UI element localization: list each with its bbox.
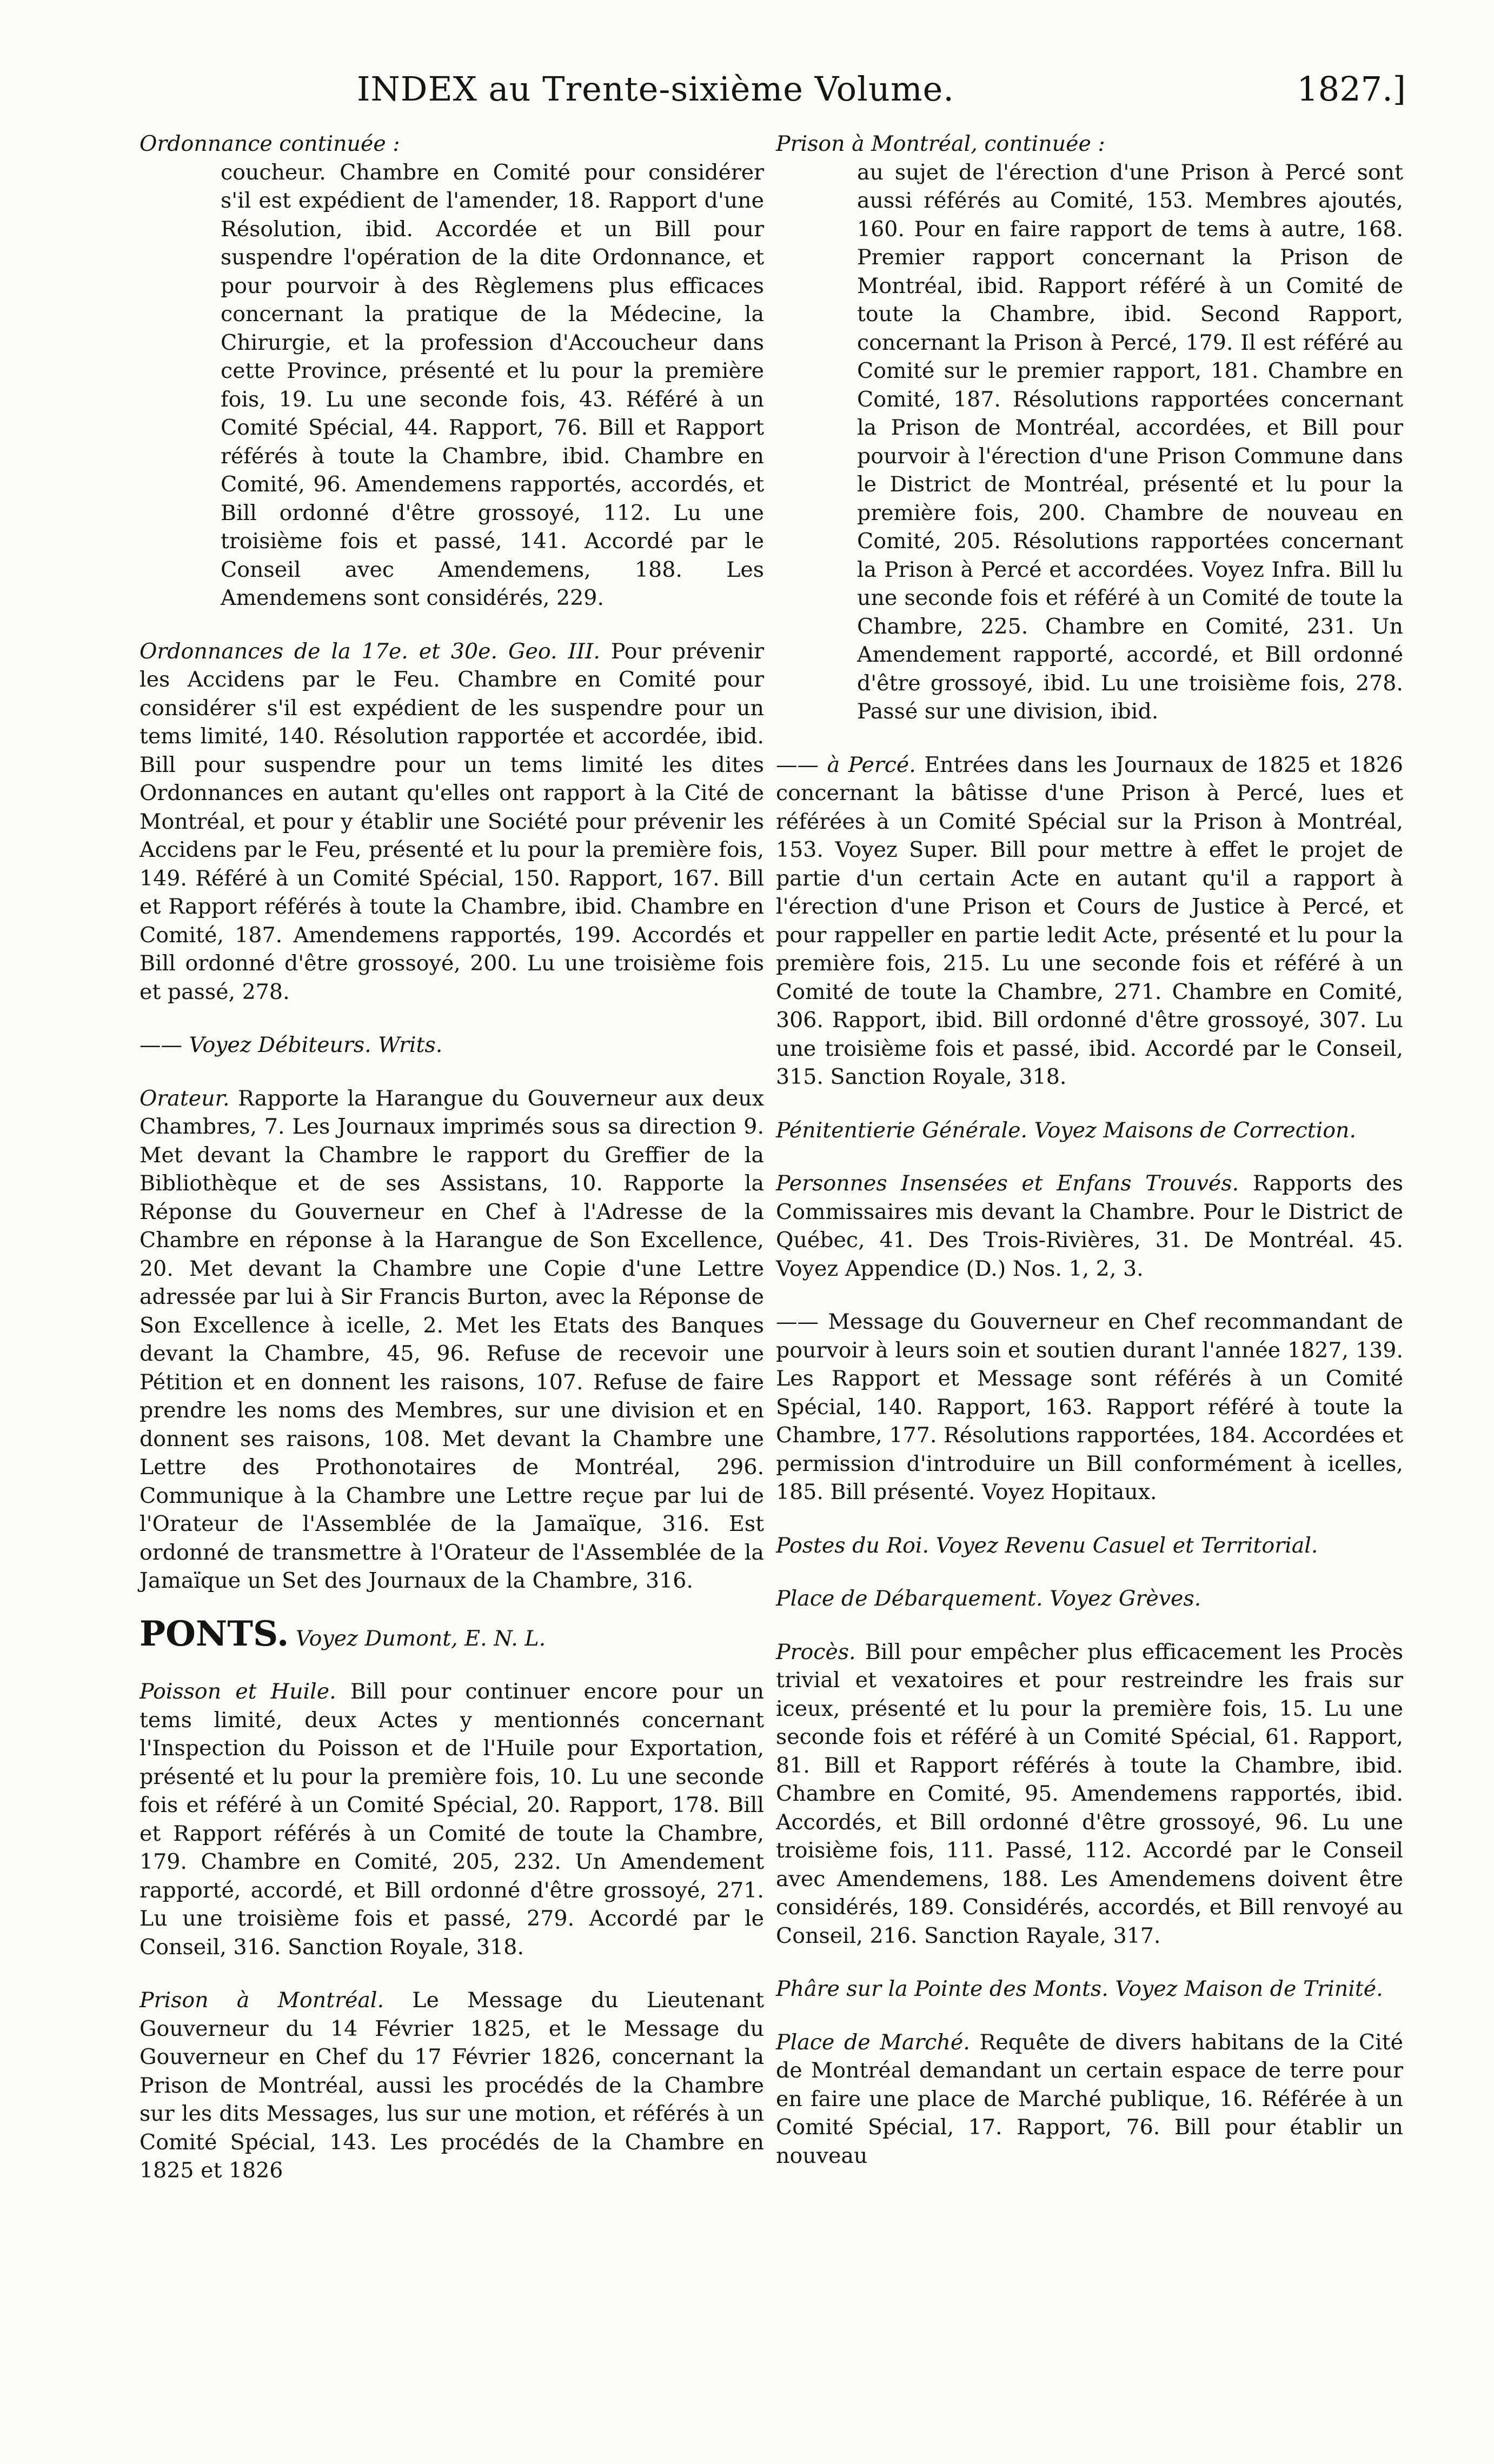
index-entry: [776, 1531, 1403, 1560]
index-entry: [776, 1116, 1403, 1145]
index-entry: [776, 1975, 1403, 2003]
entry-head: Place de Débarquement.: [776, 1586, 1043, 1611]
entry-head: —— à Percé.: [776, 752, 916, 777]
entry-text: Voyez Grèves.: [1050, 1586, 1201, 1611]
left-column: [140, 130, 764, 2185]
entry-head: Procès.: [776, 1639, 856, 1664]
entry-text: coucheur. Chambre en Comité pour considérer s'il est expédient de l'amender, 18. Rapport d'une Résolution, ibid. Accordée et un Bill pour suspendre l'opération de la dite Ordonnance, et pour pourvoir à des Règlemens plus efficaces concernant la pratique de la Médecine, la Chirurgie, et la profession d'Accoucheur dans cette Province, présenté et lu pour la première fois, 19. Lu une seconde fois, 43. Référé à un Comité Spécial, 44. Rapport, 76. Bill et Rapport référés à toute la Chambre, ibid. Chambre en Comité, 96. Amendemens rapportés, accordés, et Bill ordonné d'être grossoyé, 112. Lu une troisième fois et passé, 141. Accordé par le Conseil avec Amendemens, 188. Les Amendemens sont considérés, 229.: [221, 159, 764, 610]
entry-text: Rapporte la Harangue du Gouverneur aux deux Chambres, 7. Les Journaux imprimés sous sa direction 9. Met devant la Chambre le rapport du Greffier de la Bibliothèque et de ses Assistans, 10. Rapporte la Réponse du Gouverneur en Chef à l'Adresse de la Chambre en réponse à la Harangue de Son Excellence, 20. Met devant la Chambre une Copie d'une Lettre adressée par lui à Sir Francis Burton, avec la Réponse de Son Excellence à icelle, 2. Met les Etats des Banques devant la Chambre, 45, 96. Refuse de recevoir une Pétition et en donnent les raisons, 107. Refuse de faire prendre les noms des Membres, sur une division et en donnent ses raisons, 108. Met devant la Chambre une Lettre des Prothonotaires de Montréal, 296. Communique à la Chambre une Lettre reçue par lui de l'Orateur de l'Assemblée de la Jamaïque, 316. Est ordonné de transmettre à l'Orateur de l'Assemblée de la Jamaïque un Set des Journaux de la Chambre, 316.: [140, 1086, 764, 1593]
index-entry: [140, 637, 764, 1007]
entry-head: Ordonnances de la 17e. et 30e. Geo. III.: [140, 638, 600, 664]
page-title: INDEX au Trente-sixième Volume.: [357, 69, 955, 109]
index-entry: [776, 2028, 1403, 2170]
index-entry: [776, 130, 1403, 726]
index-entry: [140, 1677, 764, 1961]
entry-head: ——: [776, 1309, 819, 1334]
entry-text: Bill pour empêcher plus efficacement les Procès trivial et vexatoires et pour restreindre les frais sur iceux, présenté et lu pour la première fois, 15. Lu une seconde fois et référé à un Comité Spécial, 61. Rapport, 81. Bill et Rapport référés à toute la Chambre, ibid. Chambre en Comité, 95. Amendemens rapportés, ibid. Accordés, et Bill ordonné d'être grossoyé, 96. Lu une troisième fois, 111. Passé, 112. Accordé par le Conseil avec Amendemens, 188. Les Amendemens doivent être considérés, 189. Considérés, accordés, et Bill renvoyé au Conseil, 216. Sanction Rayale, 317.: [776, 1639, 1403, 1948]
entry-text: Message du Gouverneur en Chef recommandant de pourvoir à leurs soin et soutien durant l'année 1827, 139. Les Rapport et Message sont référés à un Comité Spécial, 140. Rapport, 163. Rapport référé à toute la Chambre, 177. Résolutions rapportées, 184. Accordées et permission d'introduire un Bill conformément à icelles, 185. Bill présenté. Voyez Hopitaux.: [776, 1309, 1404, 1504]
entry-text: Voyez Revenu Casuel et Territorial.: [935, 1533, 1318, 1558]
index-entry: [140, 1986, 764, 2185]
entry-head: Ordonnance continuée :: [140, 131, 400, 156]
entry-text: au sujet de l'érection d'une Prison à Percé sont aussi référés au Comité, 153. Membres ajoutés, 160. Pour en faire rapport de tems à autre, 168. Premier rapport concernant la Prison de Montréal, ibid. Rapport référé à un Comité de toute la Chambre, ibid. Second Rapport, concernant la Prison à Percé, 179. Il est référé au Comité sur le premier rapport, 181. Chambre en Comité, 187. Résolutions rapportées concernant la Prison de Montréal, accordées, et Bill pour pourvoir à l'érection d'une Prison Commune dans le District de Montréal, présenté et lu pour la première fois, 200. Chambre de nouveau en Comité, 205. Résolutions rapportées concernant la Prison à Percé et accordées. Voyez Infra. Bill lu une seconde fois et référé à un Comité de toute la Chambre, 225. Chambre en Comité, 231. Un Amendement rapporté, accordé, et Bill ordonné d'être grossoyé, ibid. Lu une troisième fois, 278. Passé sur une division, ibid.: [857, 159, 1403, 724]
entry-head: Pénitentierie Générale.: [776, 1117, 1028, 1143]
index-entry: [140, 1613, 764, 1654]
running-header: [141, 69, 1406, 118]
entry-head: Phâre sur la Pointe des Monts.: [776, 1976, 1108, 2001]
entry-head: Poisson et Huile.: [140, 1679, 336, 1704]
index-entry: [776, 1584, 1403, 1613]
entry-head: Personnes Insensées et Enfans Trouvés.: [776, 1171, 1239, 1196]
entry-text: Le Message du Lieutenant Gouverneur du 14 Février 1825, et le Message du Gouverneur en Chef du 17 Février 1826, concernant la Prison de Montréal, aussi les procédés de la Chambre sur les dits Messages, lus sur une motion, et référés à un Comité Spécial, 143. Les procédés de la Chambre en 1825 et 1826: [140, 1988, 764, 2183]
entry-text: Voyez Maison de Trinité.: [1115, 1976, 1383, 2001]
index-entry: [776, 1308, 1403, 1507]
index-entry: [776, 751, 1403, 1091]
entry-text: Voyez Dumont, E. N. L.: [295, 1626, 546, 1651]
entry-text: Bill pour continuer encore pour un tems limité, deux Actes y mentionnés concernant l'Inspection du Poisson et de l'Huile pour Exportation, présenté et lu pour la première fois, 10. Lu une seconde fois et référé à un Comité Spécial, 20. Rapport, 178. Bill et Rapport référés à un Comité de toute la Chambre, 179. Chambre en Comité, 205, 232. Un Amendement rapporté, accordé, et Bill ordonné d'être grossoyé, 271. Lu une troisième fois et passé, 279. Accordé par le Conseil, 316. Sanction Royale, 318.: [140, 1679, 764, 1960]
index-entry: [140, 1084, 764, 1595]
index-entry: [140, 130, 764, 612]
entry-text: Requête de divers habitans de la Cité de Montréal demandant un certain espace de terre pour en faire une place de Marché publique, 16. Référée à un Comité Spécial, 17. Rapport, 76. Bill pour établir un nouveau: [776, 2029, 1404, 2168]
index-entry: [776, 1638, 1403, 1950]
section-letter-head: PONTS.: [140, 1613, 289, 1654]
entry-text: Entrées dans les Journaux de 1825 et 1826 concernant la bâtisse d'une Prison à Percé, lues et référées à un Comité Spécial sur la Prison à Montréal, 153. Voyez Super. Bill pour mettre à effet le projet de partie d'un certain Acte en autant qu'il a rapport à l'érection d'une Prison et Cours de Justice à Percé, et pour rappeller en partie ledit Acte, présenté et lu pour la première fois, 215. Lu une seconde fois et référé à un Comité de toute la Chambre, 271. Chambre en Comité, 306. Rapport, ibid. Bill ordonné d'être grossoyé, 307. Lu une troisième fois et passé, ibid. Accordé par le Conseil, 315. Sanction Royale, 318.: [776, 752, 1404, 1089]
entry-head: Prison à Montréal.: [140, 1988, 384, 2013]
entry-head: Postes du Roi.: [776, 1533, 929, 1558]
page-year: 1827.]: [1297, 69, 1406, 109]
entry-text: Rapports des Commissaires mis devant la Chambre. Pour le District de Québec, 41. Des Trois-Rivières, 31. De Montréal. 45. Voyez Appendice (D.) Nos. 1, 2, 3.: [776, 1171, 1403, 1281]
index-entry: [140, 1031, 764, 1060]
index-entry: [776, 1169, 1403, 1283]
entry-head: Orateur.: [140, 1086, 230, 1111]
entry-text: Voyez Maisons de Correction.: [1034, 1117, 1357, 1143]
entry-head: Prison à Montréal, continuée :: [776, 131, 1105, 156]
right-column: [776, 130, 1403, 2170]
entry-head: —— Voyez Débiteurs. Writs.: [140, 1033, 443, 1057]
entry-text: Pour prévenir les Accidens par le Feu. Chambre en Comité pour considérer s'il est expédient de les suspendre pour un tems limité, 140. Résolution rapportée et accordée, ibid. Bill pour suspendre pour un tems limité les dites Ordonnances en autant qu'elles ont rapport à la Cité de Montréal, et pour y établir une Société pour prévenir les Accidens par le Feu, présenté et lu pour la première fois, 149. Référé à un Comité Spécial, 150. Rapport, 167. Bill et Rapport référés à toute la Chambre, ibid. Chambre en Comité, 187. Amendemens rapportés, 199. Accordés et Bill ordonné d'être grossoyé, 200. Lu une troisième fois et passé, 278.: [140, 638, 765, 1004]
entry-head: Place de Marché.: [776, 2029, 970, 2055]
